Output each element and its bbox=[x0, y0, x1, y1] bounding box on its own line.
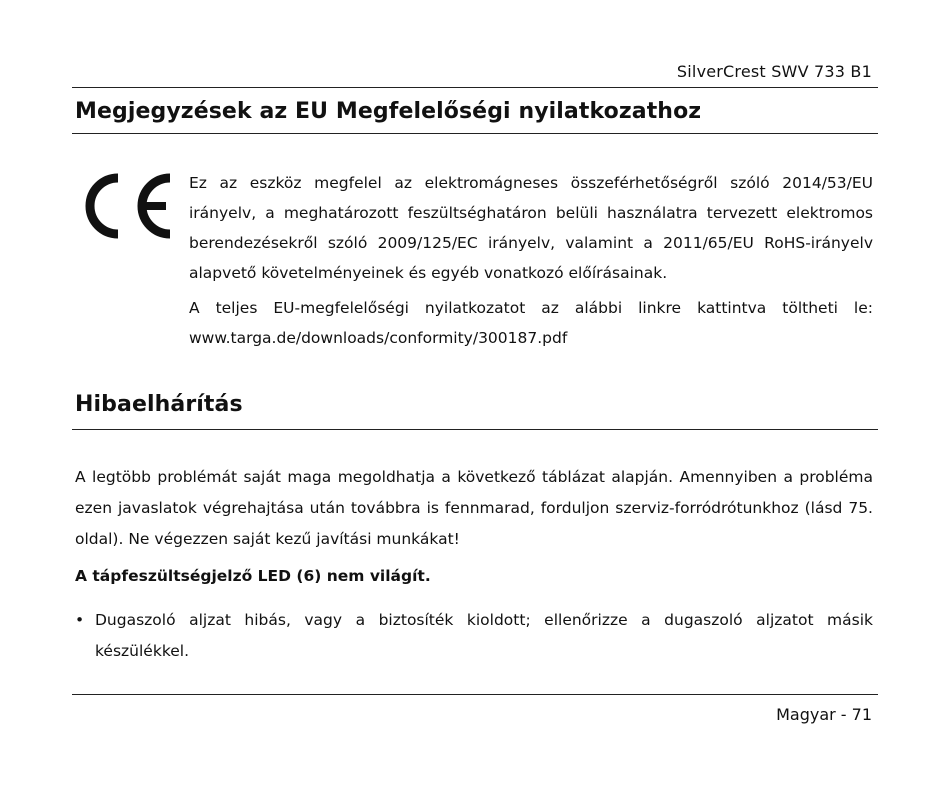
conformity-paragraph: Ez az eszköz megfelel az elektromágneses összeférhetőségről szóló 2014/53/EU irányelv, a meghatározott feszültséghatáron belüli használatra tervezett elektromos berendezésekről szóló 2009/125/EC irányelv, valamint a 2011/65/EU RoHS-irányelv alapvető követelményeinek és egyéb vonatkozó előírásainak. bbox=[189, 174, 873, 282]
issue-title: A tápfeszültségjelző LED (6) nem világít. bbox=[75, 567, 431, 585]
bullet-icon: • bbox=[75, 611, 85, 629]
footer-page-label: Magyar - 71 bbox=[776, 705, 872, 724]
section-divider-troubleshooting bbox=[72, 429, 878, 430]
section-title-troubleshooting: Hibaelhárítás bbox=[75, 392, 243, 417]
bullet-item bbox=[75, 605, 873, 667]
ce-mark-icon bbox=[78, 170, 174, 242]
header-divider bbox=[72, 87, 878, 88]
section-title-conformity: Megjegyzések az EU Megfelelőségi nyilatkozathoz bbox=[75, 99, 702, 124]
section-divider-conformity bbox=[72, 133, 878, 134]
troubleshooting-intro: A legtöbb problémát saját maga megoldhatja a következő táblázat alapján. Amennyiben a probléma ezen javaslatok végrehajtása után továbbra is fennmarad, forduljon szerviz-forródrótunkhoz (lásd 75. oldal). Ne végezzen saját kezű javítási munkákat! bbox=[75, 468, 873, 548]
footer-divider bbox=[72, 694, 878, 695]
bullet-text: Dugaszoló aljzat hibás, vagy a biztosíték kioldott; ellenőrizze a dugaszoló aljzatot másik készülékkel. bbox=[95, 611, 873, 660]
conformity-download-paragraph: A teljes EU-megfelelőségi nyilatkozatot az alábbi linkre kattintva töltheti le: www.targa.de/downloads/conformity/300187.pdf bbox=[189, 299, 873, 347]
header-product-name: SilverCrest SWV 733 B1 bbox=[676, 62, 872, 81]
